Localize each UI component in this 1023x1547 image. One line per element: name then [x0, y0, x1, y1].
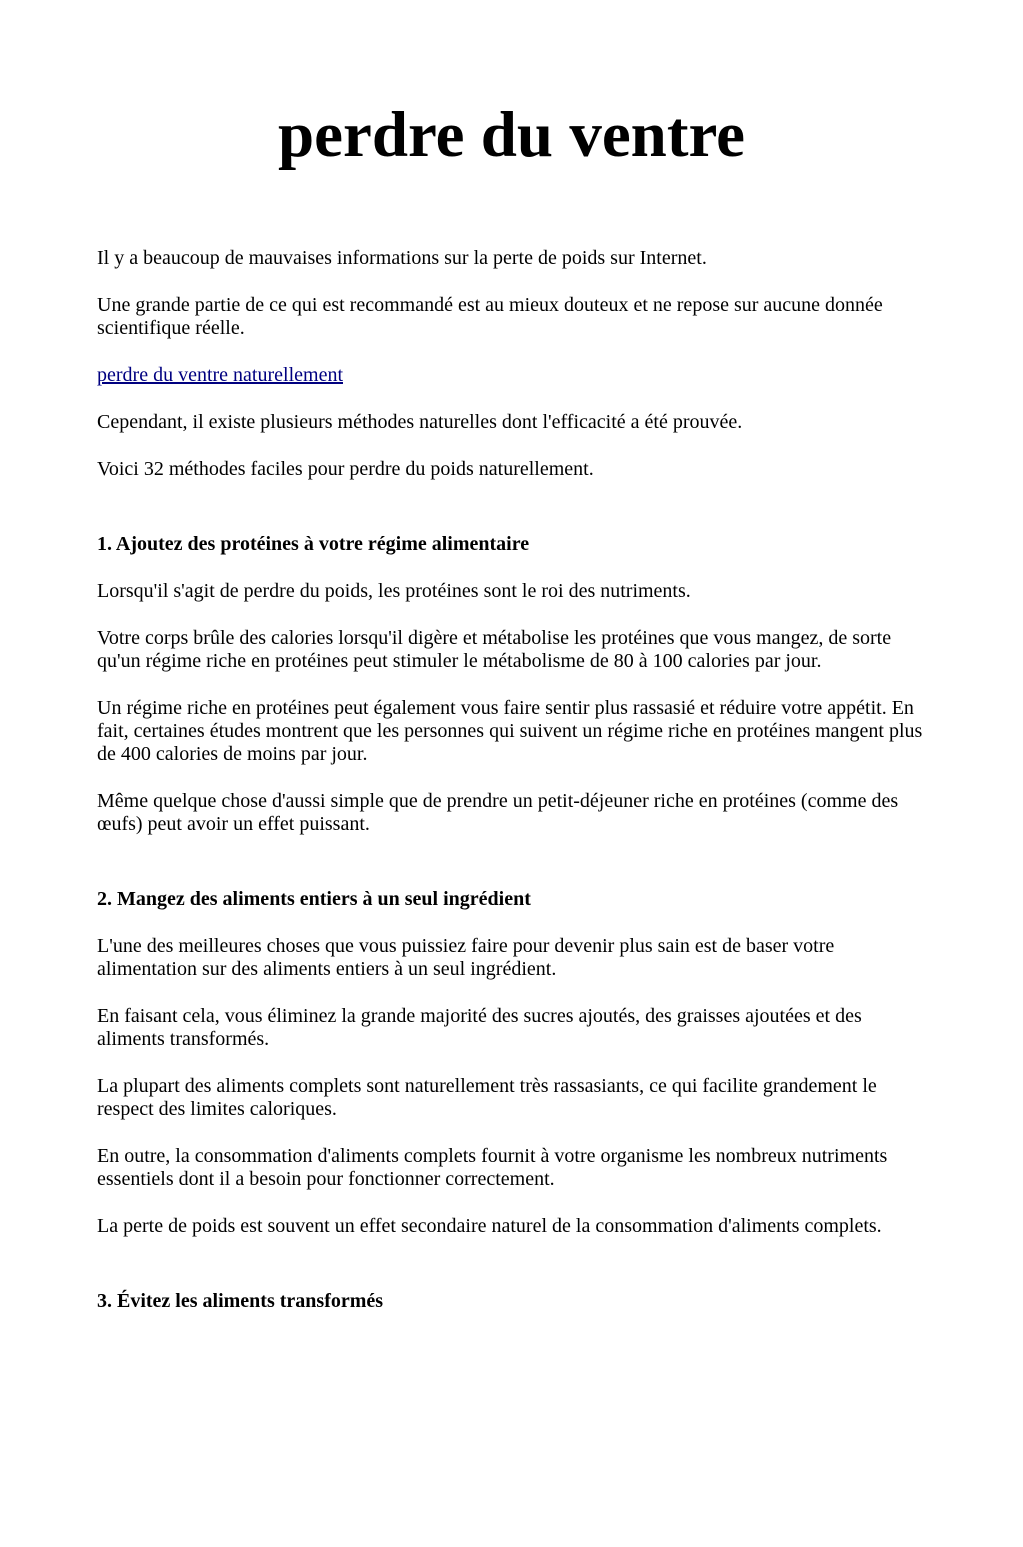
paragraph-section2-1: L'une des meilleures choses que vous puissiez faire pour devenir plus sain est de baser votre alimentation sur des aliments entiers à un seul ingrédient.: [97, 934, 835, 980]
link-paragraph: [97, 364, 926, 387]
paragraph-section1-4: Même quelque chose d'aussi simple que de prendre un petit-déjeuner riche en protéines (comme des œufs) peut avoir un effet puissant.: [97, 789, 899, 835]
paragraph-intro-3: Cependant, il existe plusieurs méthodes naturelles dont l'efficacité a été prouvée.: [97, 410, 743, 433]
paragraph-section1-1: Lorsqu'il s'agit de perdre du poids, les protéines sont le roi des nutriments.: [97, 579, 691, 602]
paragraph-intro-2: Une grande partie de ce qui est recommandé est au mieux douteux et ne repose sur aucune donnée scientifique réelle.: [97, 293, 883, 339]
paragraph-intro-1: Il y a beaucoup de mauvaises informations sur la perte de poids sur Internet.: [97, 246, 707, 269]
paragraph-intro-4: Voici 32 méthodes faciles pour perdre du poids naturellement.: [97, 457, 594, 480]
paragraph-section2-2: En faisant cela, vous éliminez la grande majorité des sucres ajoutés, des graisses ajoutées et des aliments transformés.: [97, 1004, 862, 1050]
paragraph-section2-3: La plupart des aliments complets sont naturellement très rassasiants, ce qui facilite grandement le respect des limites caloriques.: [97, 1074, 877, 1120]
section-1-heading: 1. Ajoutez des protéines à votre régime alimentaire: [97, 532, 530, 555]
paragraph-section1-3: Un régime riche en protéines peut également vous faire sentir plus rassasié et réduire votre appétit. En fait, certaines études montrent que les personnes qui suivent un régime riche en protéines mangent plus de 400 calories de moins par jour.: [97, 696, 923, 765]
paragraph-section1-2: Votre corps brûle des calories lorsqu'il digère et métabolise les protéines que vous mangez, de sorte qu'un régime riche en protéines peut stimuler le métabolisme de 80 à 100 calories par jour.: [97, 626, 892, 672]
section-3-heading: 3. Évitez les aliments transformés: [97, 1289, 384, 1312]
page-title: perdre du ventre: [278, 99, 745, 171]
paragraph-section2-4: En outre, la consommation d'aliments complets fournit à votre organisme les nombreux nutriments essentiels dont il a besoin pour fonctionner correctement.: [97, 1144, 888, 1190]
paragraph-section2-5: La perte de poids est souvent un effet secondaire naturel de la consommation d'aliments complets.: [97, 1214, 882, 1237]
link-perdre-du-ventre-naturellement[interactable]: perdre du ventre naturellement: [97, 363, 343, 386]
section-2-heading: 2. Mangez des aliments entiers à un seul ingrédient: [97, 887, 531, 910]
document-page: [0, 100, 1023, 1313]
